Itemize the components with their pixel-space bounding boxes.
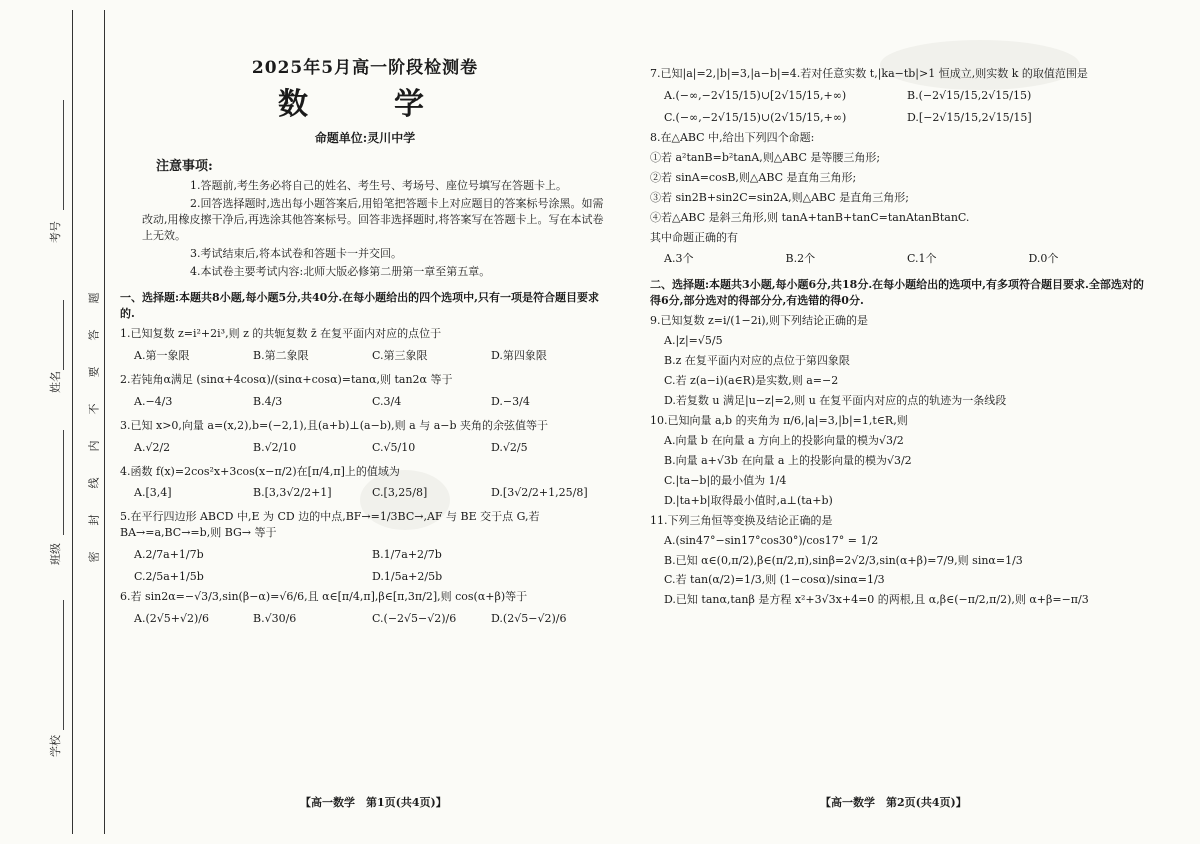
section-heading: 一、选择题:本题共8小题,每小题5分,共40分.在每小题给出的四个选项中,只有一项是符合题目要求的. (120, 291, 599, 320)
option: B.向量 a+√3b 在向量 a 上的投影向量的模为√3/2 (664, 453, 912, 467)
option: A.(sin47°−sin17°cos30°)/cos17° = 1/2 (664, 533, 879, 547)
question-stem: 8.在△ABC 中,给出下列四个命题: (650, 130, 815, 144)
proposition: ①若 a²tanB=b²tanA,则△ABC 是等腰三角形; (650, 150, 881, 164)
seal-char: 题 (87, 292, 101, 304)
notice-list (120, 178, 610, 280)
seal-char: 内 (87, 440, 101, 452)
question-stem: 2.若钝角α满足 (sinα+4cosα)/(sinα+cosα)=tanα,则 tan2α 等于 (120, 372, 453, 386)
option: C.3/4 (372, 394, 402, 408)
option: D.若复数 u 满足|u−z|=2,则 u 在复平面内对应的点的轨迹为一条线段 (664, 394, 1007, 407)
field-label-name: 姓名 (49, 371, 62, 393)
option-row (134, 611, 610, 627)
option: A.2/7a+1/7b (134, 548, 204, 562)
option: D.已知 tanα,tanβ 是方程 x²+3√3x+4=0 的两根,且 α,β∈(−π/2,π/2),则 α+β=−π/3 (664, 593, 1089, 607)
notice-item: 1.答题前,考生务必将自己的姓名、考生号、考场号、座位号填写在答题卡上。 (190, 179, 567, 193)
page-footer: 【高一数学 第2页(共4页)】 (820, 796, 967, 809)
option: A.(−∞,−2√15/15)∪[2√15/15,+∞) (664, 88, 847, 102)
proposition: ②若 sinA=cosB,则△ABC 是直角三角形; (650, 170, 857, 184)
seal-char: 封 (87, 514, 101, 526)
option: A.3个 (664, 252, 694, 266)
option: D.第四象限 (491, 348, 547, 362)
option: B.2个 (785, 252, 816, 266)
question-stem: 4.函数 f(x)=2cos²x+3cos(x−π/2)在[π/4,π]上的值域为 (120, 464, 400, 478)
option: B.√30/6 (253, 612, 297, 626)
notice-item: 2.回答选择题时,选出每小题答案后,用铅笔把答题卡上对应题目的答案标号涂黑。如需改动,用橡皮擦干净后,再选涂其他答案标号。回答非选择题时,将答案写在答题卡上。写在本试卷上无效。 (142, 197, 604, 243)
question-stem: 5.在平行四边形 ABCD 中,E 为 CD 边的中点,BF→=1/3BC→,AF 与 BE 交于点 G,若 BA→=a,BC→=b,则 BG→ 等于 (120, 510, 540, 540)
option-row (134, 348, 610, 364)
option: D.1/5a+2/5b (372, 570, 443, 584)
option: D.[3√2/2+1,25/8] (491, 486, 588, 500)
notice-heading: 注意事项: (156, 158, 213, 174)
option: B.[3,3√2/2+1] (253, 486, 332, 500)
option-row (664, 88, 1150, 104)
option: D.−3/4 (491, 394, 530, 408)
proposition: ③若 sin2B+sin2C=sin2A,则△ABC 是直角三角形; (650, 190, 909, 204)
question-stem: 1.已知复数 z=i²+2i³,则 z 的共轭复数 z̄ 在复平面内对应的点位于 (120, 326, 442, 340)
option-row (664, 251, 1150, 267)
option: A.第一象限 (134, 348, 190, 362)
option: A.−4/3 (134, 394, 173, 408)
option: D.0个 (1028, 252, 1059, 266)
option: D.[−2√15/15,2√15/15] (907, 110, 1032, 124)
seal-char: 答 (87, 329, 101, 341)
field-underline (63, 430, 64, 535)
option: C.(−2√5−√2)/6 (372, 612, 457, 626)
option: C.2/5a+1/5b (134, 570, 204, 584)
option: D.(2√5−√2)/6 (491, 612, 567, 626)
field-underline (63, 100, 64, 210)
option-row (134, 440, 610, 456)
binding-line (72, 10, 73, 834)
option: A.(2√5+√2)/6 (134, 612, 209, 626)
option: B.第二象限 (253, 348, 309, 362)
seal-char: 线 (87, 477, 101, 489)
page-2 (650, 62, 1150, 612)
binding-margin (0, 0, 108, 844)
option: C.|ta−b|的最小值为 1/4 (664, 473, 787, 487)
option: C.1个 (907, 252, 937, 266)
field-underline (63, 300, 64, 370)
question-stem: 10.已知向量 a,b 的夹角为 π/6,|a|=3,|b|=1,t∈R,则 (650, 413, 908, 427)
field-label-school: 学校 (49, 735, 62, 757)
option: C.[3,25/8] (372, 486, 428, 500)
option-row (664, 110, 1150, 126)
section-heading: 二、选择题:本题共3小题,每小题6分,共18分.在每小题给出的选项中,有多项符合题目要求.全部选对的得6分,部分选对的得部分分,有选错的得0分. (650, 278, 1144, 308)
page-1 (120, 56, 610, 635)
option: C.若 z(a−i)(a∈R)是实数,则 a=−2 (664, 374, 839, 388)
option: B.已知 α∈(0,π/2),β∈(π/2,π),sinβ=2√2/3,sin(α+β)=7/9,则 sinα=1/3 (664, 553, 1023, 567)
exam-title: 2025年5月高一阶段检测卷 (251, 58, 479, 78)
field-label-exam-no: 考号 (49, 221, 62, 243)
question-stem: 7.已知|a|=2,|b|=3,|a−b|=4.若对任意实数 t,|ka−tb|>1 恒成立,则实数 k 的取值范围是 (650, 67, 1088, 80)
notice-item: 3.考试结束后,将本试卷和答题卡一并交回。 (190, 247, 402, 261)
option: B.z 在复平面内对应的点位于第四象限 (664, 354, 850, 368)
option: A.[3,4] (134, 486, 172, 500)
proposition: ④若△ABC 是斜三角形,则 tanA+tanB+tanC=tanAtanBtanC. (650, 210, 970, 224)
option: C.若 tan(α/2)=1/3,则 (1−cosα)/sinα=1/3 (664, 573, 885, 587)
question-stem: 9.已知复数 z=i/(1−2i),则下列结论正确的是 (650, 314, 869, 328)
option-row (134, 569, 610, 585)
option: B.1/7a+2/7b (372, 548, 442, 562)
question-stem: 3.已知 x>0,向量 a=(x,2),b=(−2,1),且(a+b)⊥(a−b),则 a 与 a−b 夹角的余弦值等于 (120, 418, 549, 432)
field-label-class: 班级 (49, 543, 62, 565)
question-stem: 6.若 sin2α=−√3/3,sin(β−α)=√6/6,且 α∈[π/4,π],β∈[π,3π/2],则 cos(α+β)等于 (120, 590, 528, 604)
field-underline (63, 600, 64, 730)
notice-item: 4.本试卷主要考试内容:北师大版必修第二册第一章至第五章。 (190, 265, 491, 279)
option: B.4/3 (253, 394, 283, 408)
option: C.√5/10 (372, 440, 416, 454)
option-row (134, 547, 610, 563)
option: A.|z|=√5/5 (664, 334, 723, 348)
option-row (134, 394, 610, 410)
option: D.|ta+b|取得最小值时,a⊥(ta+b) (664, 493, 833, 507)
option: C.(−∞,−2√15/15)∪(2√15/15,+∞) (664, 110, 847, 124)
question-stem: 11.下列三角恒等变换及结论正确的是 (650, 513, 833, 527)
seal-char: 要 (87, 366, 101, 378)
binding-line (104, 10, 105, 834)
option: B.√2/10 (253, 440, 297, 454)
option: A.√2/2 (134, 440, 171, 454)
seal-char: 密 (87, 551, 101, 563)
seal-char: 不 (87, 403, 101, 415)
option: C.第三象限 (372, 348, 428, 362)
issuing-unit: 命题单位:灵川中学 (314, 131, 416, 146)
option-row (134, 485, 610, 501)
proposition: 其中命题正确的有 (650, 230, 738, 244)
option: B.(−2√15/15,2√15/15) (907, 88, 1032, 102)
option: A.向量 b 在向量 a 方向上的投影向量的模为√3/2 (664, 433, 904, 447)
subject-title: 数 学 (278, 86, 452, 122)
option: D.√2/5 (491, 440, 528, 454)
page-footer: 【高一数学 第1页(共4页)】 (300, 796, 447, 809)
